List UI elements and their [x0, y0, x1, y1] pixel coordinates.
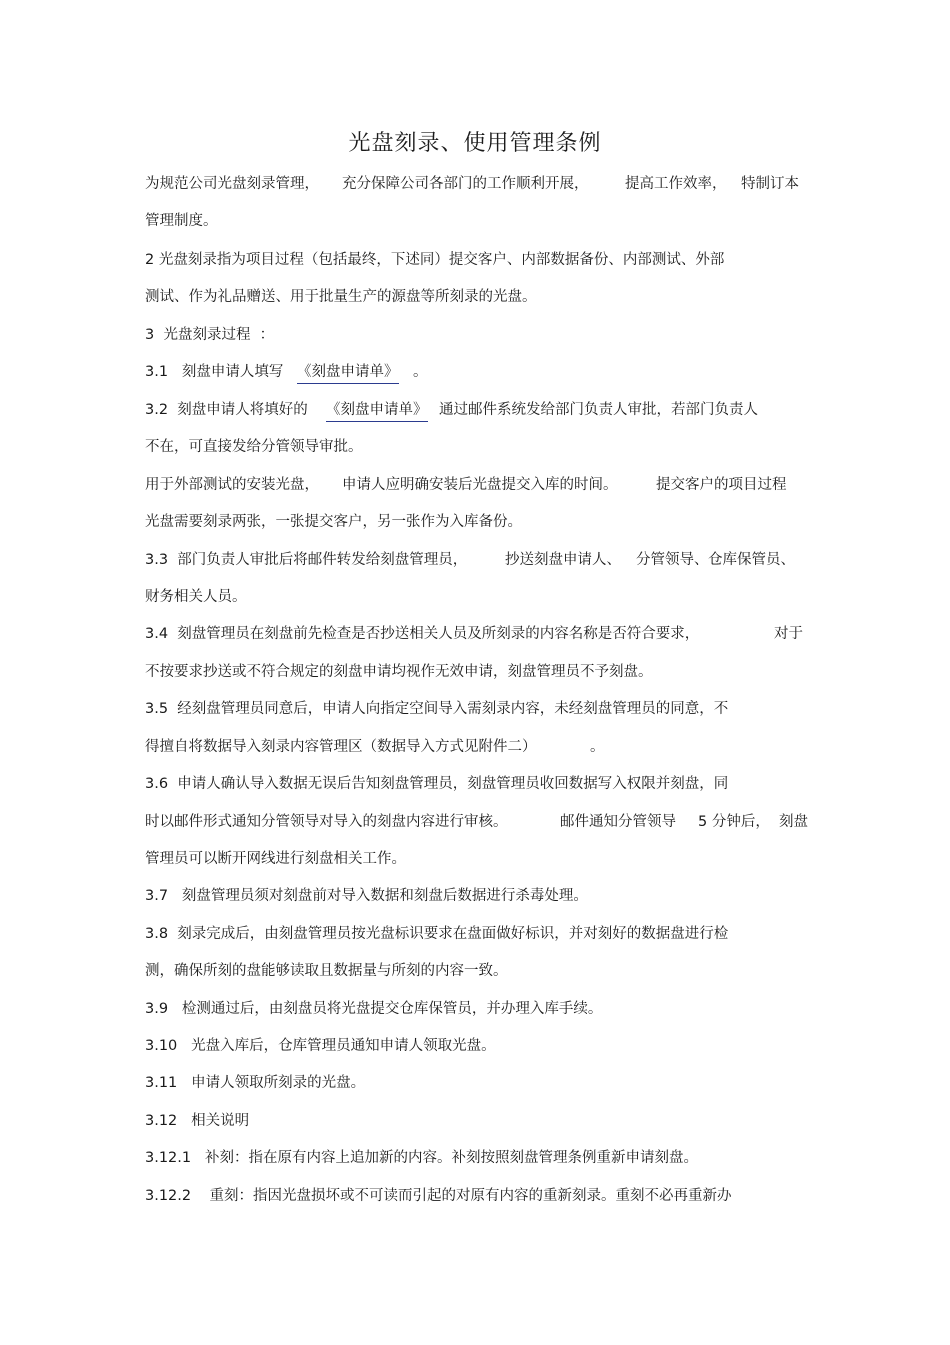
document-line	[145, 174, 825, 196]
line-text: 分管领导、	[636, 552, 709, 568]
line-text: 光盘需要刻录两张，一张提交客户，另一张作为入库备份。	[145, 514, 522, 530]
line-text: 测试、作为礼品赠送、用于批量生产的源盘等所刻录的光盘。	[145, 289, 537, 305]
line-text: 抄送刻盘申请人、	[505, 552, 621, 568]
document-line	[145, 699, 825, 721]
line-text: 3.12.1 补刻：指在原有内容上追加新的内容。补刻按照刻盘管理条例重新申请刻盘。	[145, 1150, 698, 1166]
document-line	[145, 437, 825, 459]
document-line	[145, 211, 825, 233]
line-text: 3.9 检测通过后，由刻盘员将光盘提交仓库保管员，并办理入库手续。	[145, 1001, 603, 1017]
line-text: 3.10 光盘入库后，仓库管理员通知申请人领取光盘。	[145, 1038, 496, 1054]
line-text: 充分保障公司各部门的工作顺利开展，	[342, 176, 589, 192]
line-text: 提高工作效率，	[625, 176, 727, 192]
line-text: 3.8 刻录完成后，由刻盘管理员按光盘标识要求在盘面做好标识，并对刻好的数据盘进行检	[145, 926, 729, 942]
line-text: 5 分钟后，	[698, 814, 770, 830]
document-line	[145, 1073, 825, 1095]
form-link[interactable]: 《刻盘申请单》	[326, 400, 428, 422]
document-line	[145, 886, 825, 908]
line-text: 提交客户的项目过程	[656, 477, 787, 493]
document-line	[145, 250, 825, 272]
line-text: 。	[590, 739, 605, 755]
line-text: 。	[413, 364, 428, 380]
line-text: 财务相关人员。	[145, 589, 247, 605]
document-line	[145, 550, 825, 572]
line-text: 3.3 部门负责人审批后将邮件转发给刻盘管理员，	[145, 552, 468, 568]
line-text: 刻盘	[779, 814, 808, 830]
document-line	[145, 587, 825, 609]
line-text: 对于	[774, 626, 803, 642]
line-text: 特制订本	[741, 176, 799, 192]
line-text: 3.1 刻盘申请人填写	[145, 364, 284, 380]
line-text: 3 光盘刻录过程 ：	[145, 327, 275, 343]
document-title: 光盘刻录、使用管理条例	[348, 131, 602, 156]
line-text: 不在，可直接发给分管领导审批。	[145, 439, 363, 455]
line-text: 管理员可以断开网线进行刻盘相关工作。	[145, 851, 406, 867]
document-line	[145, 1186, 825, 1208]
line-text: 为规范公司光盘刻录管理，	[145, 176, 319, 192]
document-line	[145, 362, 825, 384]
line-text: 测，确保所刻的盘能够读取且数据量与所刻的内容一致。	[145, 963, 508, 979]
line-text: 3.12.2 重刻：指因光盘损坏或不可读而引起的对原有内容的重新刻录。重刻不必再重新办	[145, 1188, 732, 1204]
line-text: 3.6 申请人确认导入数据无误后告知刻盘管理员，刻盘管理员收回数据写入权限并刻盘，同	[145, 776, 729, 792]
document-line	[145, 624, 825, 646]
line-text: 3.12 相关说明	[145, 1113, 250, 1129]
line-text: 申请人应明确安装后光盘提交入库的时间。	[342, 477, 618, 493]
document-line	[145, 812, 825, 834]
document-line	[145, 400, 825, 422]
document-line	[145, 774, 825, 796]
document-line	[145, 924, 825, 946]
line-text: 3.11 申请人领取所刻录的光盘。	[145, 1075, 366, 1091]
document-line	[145, 325, 825, 347]
document-line	[145, 287, 825, 309]
line-text: 管理制度。	[145, 213, 218, 229]
line-text: 3.5 经刻盘管理员同意后，申请人向指定空间导入需刻录内容，未经刻盘管理员的同意，不	[145, 701, 729, 717]
line-text: 不按要求抄送或不符合规定的刻盘申请均视作无效申请，刻盘管理员不予刻盘。	[145, 664, 653, 680]
document-line	[145, 512, 825, 534]
document-line	[145, 662, 825, 684]
document-line	[145, 999, 825, 1021]
line-text: 通过邮件系统发给部门负责人审批，若部门负责人	[439, 402, 758, 418]
document-line	[145, 1148, 825, 1170]
line-text: 仓库保管员、	[708, 552, 795, 568]
line-text: 3.4 刻盘管理员在刻盘前先检查是否抄送相关人员及所刻录的内容名称是否符合要求，	[145, 626, 700, 642]
form-link[interactable]: 《刻盘申请单》	[297, 362, 399, 384]
line-text: 时以邮件形式通知分管领导对导入的刻盘内容进行审核。	[145, 814, 508, 830]
document-line	[145, 1111, 825, 1133]
line-text: 用于外部测试的安装光盘，	[145, 477, 319, 493]
line-text: 3.2 刻盘申请人将填好的	[145, 402, 308, 418]
document-line	[145, 737, 825, 759]
line-text: 得擅自将数据导入刻录内容管理区（数据导入方式见附件二）	[145, 739, 537, 755]
document-line	[145, 475, 825, 497]
line-text: 邮件通知分管领导	[560, 814, 676, 830]
line-text: 2 光盘刻录指为项目过程（包括最终，下述同）提交客户、内部数据备份、内部测试、外部	[145, 252, 725, 268]
document-line	[145, 961, 825, 983]
document-line	[145, 849, 825, 871]
document-line	[145, 1036, 825, 1058]
line-text: 3.7 刻盘管理员须对刻盘前对导入数据和刻盘后数据进行杀毒处理。	[145, 888, 588, 904]
